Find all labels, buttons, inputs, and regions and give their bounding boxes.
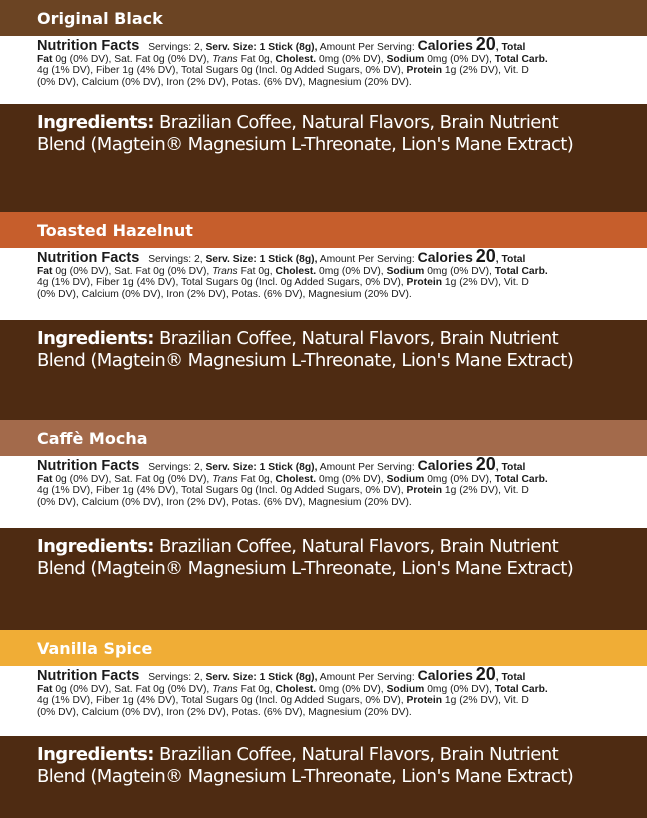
serving-size-label: Serv. Size: [205,42,257,53]
total-carb-label: Total Carb. [494,683,548,695]
calories-value: 20 [475,246,496,266]
total-fat-label-b: Fat [37,53,53,65]
cholesterol-label: Cholest. [275,683,317,695]
cholesterol-label: Cholest. [275,265,317,277]
nutrition-facts-panel [0,36,647,104]
calories-label: Calories [417,37,473,53]
calories-value: 20 [475,454,496,474]
protein-value: 1g (2% DV), Vit. D [444,277,529,289]
minerals-values: (0% DV), Calcium (0% DV), Iron (2% DV), Potas. (6% DV), Magnesium (20% DV). [37,706,412,718]
ingredients-line-1 [37,536,637,558]
ingredients-label: Ingredients: [37,328,154,349]
ingredients-text-2: Blend (Magtein® Magnesium L-Threonate, Lion's Mane Extract) [37,134,574,155]
cholesterol-value: 0mg (0% DV), [319,683,384,695]
total-carb-label: Total Carb. [494,265,548,277]
ingredients-text-2: Blend (Magtein® Magnesium L-Threonate, Lion's Mane Extract) [37,350,574,371]
amount-per-serving-text: Amount Per Serving: [319,42,415,53]
facts-line-4 [37,77,641,89]
facts-line-1 [37,454,641,474]
cholesterol-label: Cholest. [275,53,317,65]
carb-values: 4g (1% DV), Fiber 1g (4% DV), Total Sugars 0g (Incl. 0g Added Sugars, 0% DV), [37,695,404,707]
trans-fat-value: Fat 0g, [240,473,273,485]
serving-size-label: Serv. Size: [205,254,257,265]
fat-values: 0g (0% DV), Sat. Fat 0g (0% DV), [55,683,210,695]
nutrition-facts-title: Nutrition Facts [37,668,140,684]
serving-size-label: Serv. Size: [205,672,257,683]
calories-label: Calories [417,457,473,473]
ingredients-block [0,736,647,788]
facts-line-3 [37,485,641,497]
facts-line-3 [37,695,641,707]
product-name-header: Vanilla Spice [0,630,647,666]
protein-label: Protein [406,277,443,289]
serving-size-value: 1 Stick (8g), [259,462,318,473]
ingredients-label: Ingredients: [37,536,154,557]
sodium-label: Sodium [386,53,425,65]
trans-fat-label: Trans [212,265,238,277]
nutrition-facts-title: Nutrition Facts [37,458,140,474]
ingredients-text-1: Brazilian Coffee, Natural Flavors, Brain Nutrient [159,536,559,557]
protein-value: 1g (2% DV), Vit. D [444,65,529,77]
amount-per-serving-text: Amount Per Serving: [319,672,415,683]
total-fat-label-a: , Total [495,462,526,473]
ingredients-line-1 [37,744,637,766]
total-fat-label-a: , Total [495,672,526,683]
ingredients-text-1: Brazilian Coffee, Natural Flavors, Brain Nutrient [159,112,559,133]
sodium-label: Sodium [386,473,425,485]
facts-line-1 [37,34,641,54]
fat-values: 0g (0% DV), Sat. Fat 0g (0% DV), [55,473,210,485]
sodium-label: Sodium [386,683,425,695]
serving-size-label: Serv. Size: [205,462,257,473]
serving-size-value: 1 Stick (8g), [259,254,318,265]
facts-line-2 [37,684,641,696]
servings-text: Servings: 2, [148,42,203,53]
fat-values: 0g (0% DV), Sat. Fat 0g (0% DV), [55,53,210,65]
ingredients-label: Ingredients: [37,744,154,765]
product-section-2 [0,212,647,420]
ingredients-text-2: Blend (Magtein® Magnesium L-Threonate, Lion's Mane Extract) [37,766,574,787]
nutrition-facts-panel [0,666,647,736]
facts-line-2 [37,266,641,278]
facts-line-1 [37,246,641,266]
serving-size-value: 1 Stick (8g), [259,672,318,683]
protein-label: Protein [406,65,443,77]
ingredients-block [0,320,647,372]
ingredients-label: Ingredients: [37,112,154,133]
sodium-value: 0mg (0% DV), [427,265,492,277]
product-name-header: Caffè Mocha [0,420,647,456]
cholesterol-value: 0mg (0% DV), [319,53,384,65]
trans-fat-label: Trans [212,683,238,695]
total-fat-label-a: , Total [495,42,526,53]
total-fat-label-b: Fat [37,265,53,277]
ingredients-block [0,104,647,156]
carb-values: 4g (1% DV), Fiber 1g (4% DV), Total Sugars 0g (Incl. 0g Added Sugars, 0% DV), [37,485,404,497]
sodium-label: Sodium [386,265,425,277]
ingredients-text-1: Brazilian Coffee, Natural Flavors, Brain Nutrient [159,328,559,349]
minerals-values: (0% DV), Calcium (0% DV), Iron (2% DV), Potas. (6% DV), Magnesium (20% DV). [37,288,412,300]
trans-fat-label: Trans [212,473,238,485]
trans-fat-value: Fat 0g, [240,683,273,695]
servings-text: Servings: 2, [148,672,203,683]
protein-value: 1g (2% DV), Vit. D [444,485,529,497]
facts-line-4 [37,707,641,719]
fat-values: 0g (0% DV), Sat. Fat 0g (0% DV), [55,265,210,277]
product-section-4 [0,630,647,818]
protein-label: Protein [406,695,443,707]
facts-line-1 [37,664,641,684]
carb-values: 4g (1% DV), Fiber 1g (4% DV), Total Sugars 0g (Incl. 0g Added Sugars, 0% DV), [37,277,404,289]
product-section-1 [0,0,647,212]
facts-line-3 [37,277,641,289]
nutrition-facts-title: Nutrition Facts [37,38,140,54]
sodium-value: 0mg (0% DV), [427,473,492,485]
protein-value: 1g (2% DV), Vit. D [444,695,529,707]
nutrition-facts-title: Nutrition Facts [37,250,140,266]
nutrition-facts-panel [0,248,647,320]
total-fat-label-b: Fat [37,683,53,695]
product-name-header: Original Black [0,0,647,36]
facts-line-3 [37,65,641,77]
ingredients-text-1: Brazilian Coffee, Natural Flavors, Brain Nutrient [159,744,559,765]
ingredients-text-2: Blend (Magtein® Magnesium L-Threonate, Lion's Mane Extract) [37,558,574,579]
product-section-3 [0,420,647,630]
servings-text: Servings: 2, [148,254,203,265]
sodium-value: 0mg (0% DV), [427,53,492,65]
sodium-value: 0mg (0% DV), [427,683,492,695]
calories-label: Calories [417,249,473,265]
ingredients-block [0,528,647,580]
cholesterol-value: 0mg (0% DV), [319,265,384,277]
total-fat-label-b: Fat [37,473,53,485]
facts-line-4 [37,497,641,509]
facts-line-2 [37,474,641,486]
serving-size-value: 1 Stick (8g), [259,42,318,53]
minerals-values: (0% DV), Calcium (0% DV), Iron (2% DV), Potas. (6% DV), Magnesium (20% DV). [37,496,412,508]
cholesterol-value: 0mg (0% DV), [319,473,384,485]
amount-per-serving-text: Amount Per Serving: [319,462,415,473]
facts-line-4 [37,289,641,301]
minerals-values: (0% DV), Calcium (0% DV), Iron (2% DV), Potas. (6% DV), Magnesium (20% DV). [37,76,412,88]
trans-fat-label: Trans [212,53,238,65]
total-carb-label: Total Carb. [494,53,548,65]
trans-fat-value: Fat 0g, [240,53,273,65]
calories-value: 20 [475,664,496,684]
facts-line-2 [37,54,641,66]
servings-text: Servings: 2, [148,462,203,473]
protein-label: Protein [406,485,443,497]
trans-fat-value: Fat 0g, [240,265,273,277]
calories-label: Calories [417,667,473,683]
total-fat-label-a: , Total [495,254,526,265]
product-name-header: Toasted Hazelnut [0,212,647,248]
total-carb-label: Total Carb. [494,473,548,485]
nutrition-facts-panel [0,456,647,528]
amount-per-serving-text: Amount Per Serving: [319,254,415,265]
ingredients-line-1 [37,112,637,134]
carb-values: 4g (1% DV), Fiber 1g (4% DV), Total Sugars 0g (Incl. 0g Added Sugars, 0% DV), [37,65,404,77]
ingredients-line-1 [37,328,637,350]
calories-value: 20 [475,34,496,54]
cholesterol-label: Cholest. [275,473,317,485]
